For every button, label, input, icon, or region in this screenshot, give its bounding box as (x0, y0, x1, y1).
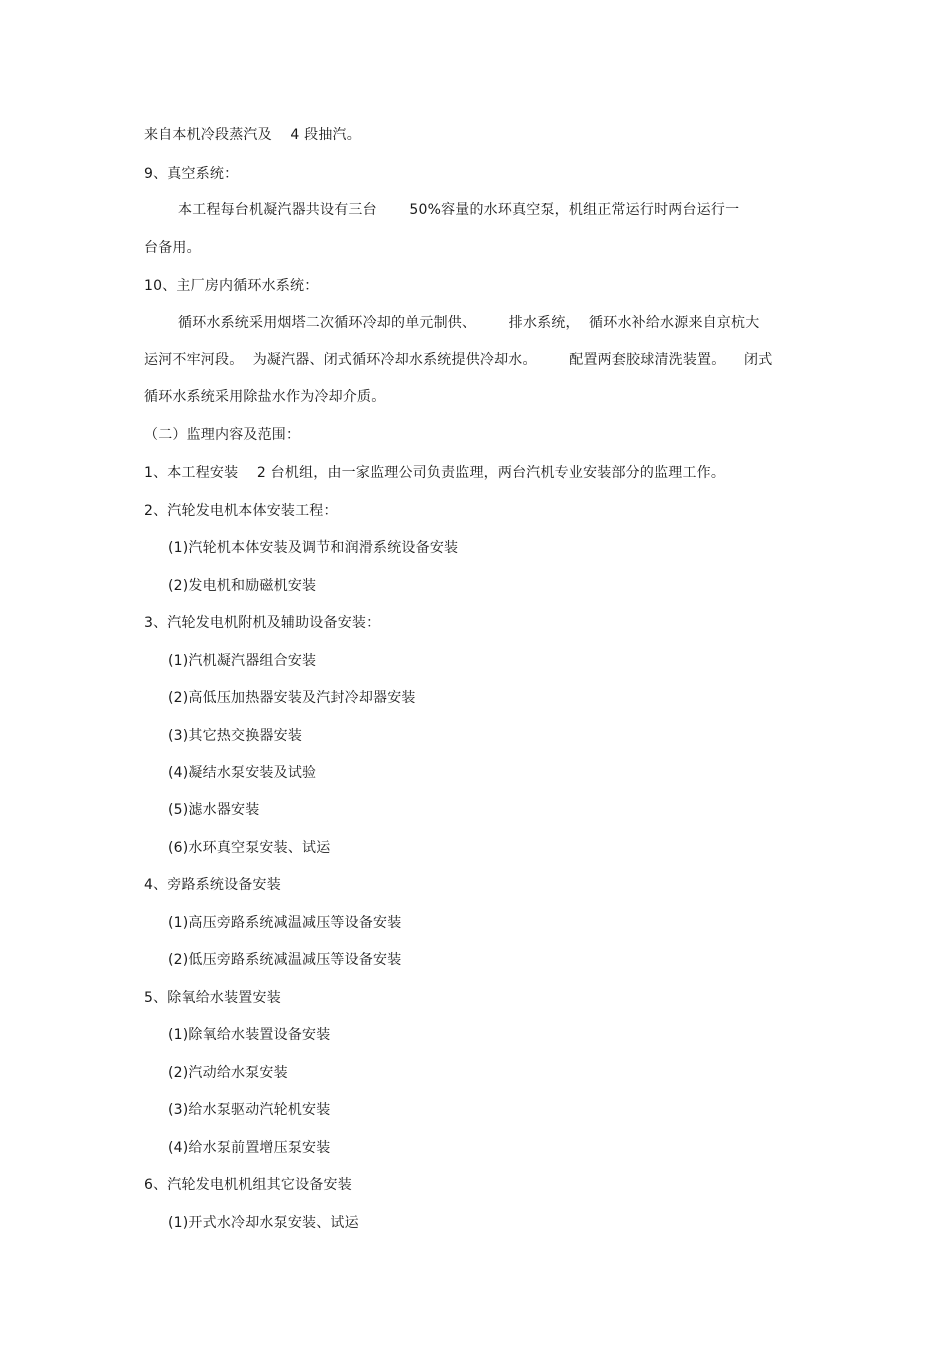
text-line: 台备用。 (144, 240, 201, 256)
sub-list-item: (1)除氧给水装置设备安装 (168, 1027, 331, 1043)
text-line: 来自本机冷段蒸汽及 4 段抽汽。 (144, 127, 361, 143)
list-item: 6、汽轮发电机机组其它设备安装 (144, 1177, 352, 1193)
text-line: 本工程每台机凝汽器共设有三台 50%容量的水环真空泵，机组正常运行时两台运行一 (178, 202, 740, 218)
text-line: 运河不牢河段。 为凝汽器、闭式循环冷却水系统提供冷却水。 配置两套胶球清洗装置。 闭式 (144, 352, 773, 368)
sub-list-item: (2)汽动给水泵安装 (168, 1065, 288, 1081)
text-line: 循环水系统采用烟塔二次循环冷却的单元制供、 排水系统， 循环水补给水源来自京杭大 (178, 315, 760, 331)
list-item: 5、除氧给水装置安装 (144, 990, 281, 1006)
sub-list-item: (1)汽机凝汽器组合安装 (168, 653, 317, 669)
sub-list-item: (5)滤水器安装 (168, 802, 260, 818)
list-item: 4、旁路系统设备安装 (144, 877, 281, 893)
sub-list-item: (4)凝结水泵安装及试验 (168, 765, 317, 781)
list-item: 3、汽轮发电机附机及辅助设备安装： (144, 615, 381, 631)
sub-list-item: (1)高压旁路系统减温减压等设备安装 (168, 915, 402, 931)
text-line: 循环水系统采用除盐水作为冷却介质。 (144, 389, 386, 405)
sub-list-item: (2)发电机和励磁机安装 (168, 578, 317, 594)
section-heading-vacuum: 9、真空系统： (144, 166, 239, 182)
sub-list-item: (3)给水泵驱动汽轮机安装 (168, 1102, 331, 1118)
sub-list-item: (4)给水泵前置增压泵安装 (168, 1140, 331, 1156)
sub-list-item: (1)开式水冷却水泵安装、试运 (168, 1215, 359, 1231)
list-item: 2、汽轮发电机本体安装工程： (144, 503, 338, 519)
section-heading-scope: （二）监理内容及范围： (144, 427, 301, 443)
sub-list-item: (2)低压旁路系统减温减压等设备安装 (168, 952, 402, 968)
sub-list-item: (6)水环真空泵安装、试运 (168, 840, 331, 856)
sub-list-item: (2)高低压加热器安装及汽封冷却器安装 (168, 690, 416, 706)
sub-list-item: (3)其它热交换器安装 (168, 728, 303, 744)
section-heading-circulating-water: 10、主厂房内循环水系统： (144, 278, 319, 294)
list-item: 1、本工程安装 2 台机组，由一家监理公司负责监理，两台汽机专业安装部分的监理工作。 (144, 465, 726, 481)
sub-list-item: (1)汽轮机本体安装及调节和润滑系统设备安装 (168, 540, 459, 556)
